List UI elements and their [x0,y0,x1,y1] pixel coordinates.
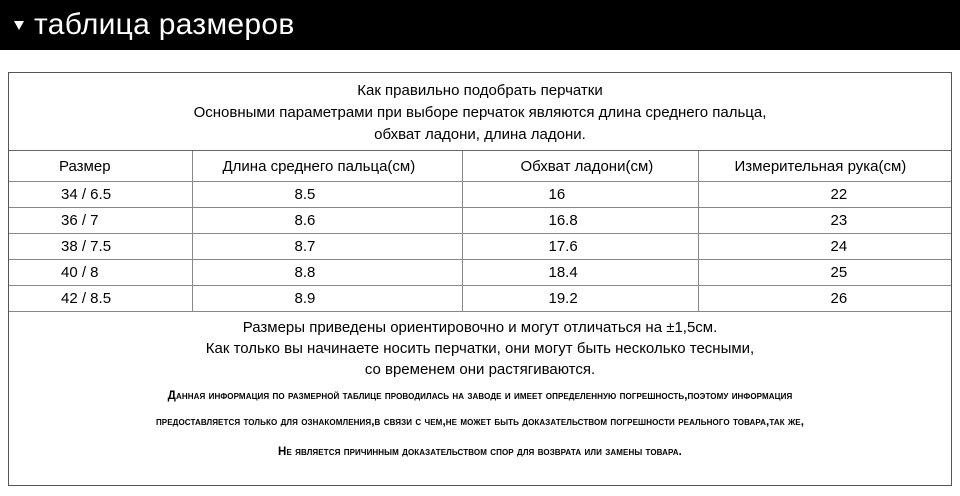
table-row [9,286,951,312]
intro-text-line: Основными параметрами при выборе перчаток являются длина среднего пальца, [193,104,767,121]
cell-hand-measure: 25 [698,260,951,286]
size-chart-sheet [8,72,952,486]
cell-hand-measure: 26 [698,286,951,312]
page-title: таблица размеров [34,8,295,41]
disclaimer-line: Не является причинным доказательством спор для возврата или замены товара. [278,446,682,458]
disclaimer-line: Данная информация по размерной таблице проводилась на заводе и имеет определенную погрешность,поэтому информация [167,390,793,402]
cell-size: 40 / 8 [9,260,192,286]
page-header [0,0,960,50]
column-header-size: Размер [9,151,192,182]
cell-finger-length: 8.6 [192,208,462,234]
triangle-down-icon [14,21,24,30]
cell-size: 34 / 6.5 [9,182,192,208]
notes-block [9,313,951,464]
cell-palm-girth: 16 [462,182,698,208]
intro-heading: Как правильно подобрать перчатки [357,82,603,99]
cell-size: 42 / 8.5 [9,286,192,312]
cell-finger-length: 8.8 [192,260,462,286]
size-table [9,151,951,312]
column-header-palm-girth: Обхват ладони(см) [462,151,698,182]
note-line: Размеры приведены ориентировочно и могут отличаться на ±1,5см. [242,319,718,336]
intro-text-line: обхват ладони, длина ладони. [374,126,586,143]
disclaimer-line: предоставляется только для ознакомления,в связи с чем,не может быть доказательством погрешности реального товара,так же, [155,416,805,428]
cell-palm-girth: 19.2 [462,286,698,312]
column-header-finger-length: Длина среднего пальца(см) [192,151,462,182]
cell-finger-length: 8.5 [192,182,462,208]
note-line: со временем они растягиваются. [364,361,596,378]
cell-palm-girth: 18.4 [462,260,698,286]
cell-hand-measure: 23 [698,208,951,234]
cell-finger-length: 8.7 [192,234,462,260]
intro-block [9,73,951,151]
table-row [9,260,951,286]
cell-palm-girth: 17.6 [462,234,698,260]
cell-finger-length: 8.9 [192,286,462,312]
cell-size: 36 / 7 [9,208,192,234]
cell-size: 38 / 7.5 [9,234,192,260]
table-row [9,182,951,208]
cell-palm-girth: 16.8 [462,208,698,234]
note-line: Как только вы начинаете носить перчатки, они могут быть несколько тесными, [205,340,755,357]
table-header-row [9,151,951,182]
cell-hand-measure: 22 [698,182,951,208]
cell-hand-measure: 24 [698,234,951,260]
table-row [9,234,951,260]
table-row [9,208,951,234]
column-header-hand-measure: Измерительная рука(см) [698,151,951,182]
